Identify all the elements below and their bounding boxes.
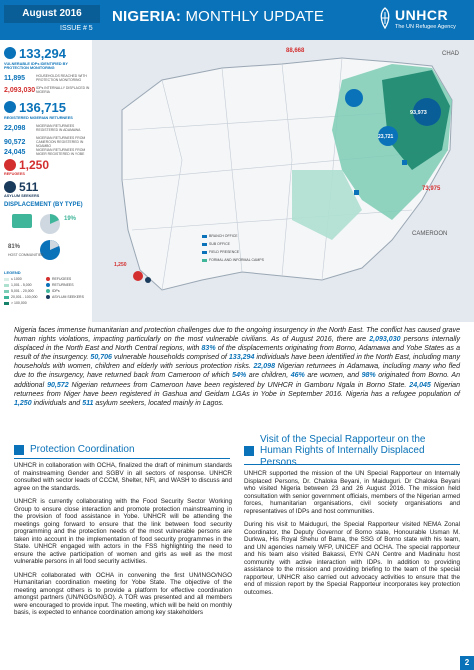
stat-vulnerable-label: VULNERABLE IDPs IDENTIFIED BY PROTECTION MONITORING bbox=[4, 62, 68, 70]
asylum-icon bbox=[4, 181, 16, 193]
pct-b: 81% bbox=[8, 244, 21, 250]
refugees-icon bbox=[4, 159, 16, 171]
sub-office-icon bbox=[354, 190, 359, 195]
displacement-chart bbox=[4, 210, 88, 266]
stat-refugees-label: REFUGEES bbox=[4, 172, 25, 176]
map-label-lagos: 1,250 bbox=[114, 262, 127, 268]
stat-asylum-label: ASYLUM SEEKERS bbox=[4, 194, 40, 198]
protection-p1: UNHCR in collaboration with OCHA, finalized the draft of minimum standards of mainstreaming Gender and SGBV in all sectors of response. UNHCR consulted with sector leads of CCCM, Shelter, NFI, and WASH to discuss and agree on the standards. bbox=[14, 462, 232, 492]
legend-density-2: 1,001 - 5,000 bbox=[4, 283, 32, 287]
rapporteur-text bbox=[244, 470, 460, 596]
stat-returnees: 136,715 bbox=[4, 100, 66, 115]
map-label-cameroon: CAMEROON bbox=[412, 231, 448, 237]
section-protection-title: Protection Coordination bbox=[30, 444, 135, 456]
legend-camps: FORMAL AND INFORMAL CAMPS bbox=[202, 258, 264, 262]
section-rapporteur-header bbox=[244, 433, 460, 468]
legend-returnees: RETURNEES bbox=[46, 283, 74, 287]
legend-density-5: > 100,000 bbox=[4, 301, 27, 305]
nigeria-map bbox=[92, 40, 474, 322]
stat-row-5: 24,045 NIGERIAN RETURNEES FROM NIGER REGISTERED IN YOBE bbox=[4, 148, 86, 156]
map-graphic bbox=[92, 40, 474, 322]
section-marker-icon bbox=[244, 446, 254, 456]
section-protection-header bbox=[14, 442, 230, 459]
protection-p3: UNHCR collaborated with OCHA in convening the first UN/INGO/NGO Humanitarian coordination meeting for Yobe State. The objective of the meeting amongst others is to provide a platform for effective coordination amongst partners (UN/NGOs/NGO). A TOR was presented and all members were encouraged to provide input. The meeting, which will be held on monthly basis, is expected to enhance coordination among key stakeholders bbox=[14, 571, 232, 616]
displacement-title: DISPLACEMENT (BY TYPE) bbox=[4, 202, 83, 208]
map-label-top: 88,668 bbox=[286, 48, 305, 54]
map-label-chad: CHAD bbox=[442, 51, 460, 57]
map-symbol-legend bbox=[202, 234, 332, 274]
legend-idps: IDPs bbox=[46, 289, 60, 293]
legend-asylum: ASYLUM SEEKERS bbox=[46, 295, 84, 299]
legend-refugees: REFUGEES bbox=[46, 277, 71, 281]
stat-vulnerable: 133,294 bbox=[4, 46, 66, 61]
map-legend bbox=[2, 268, 90, 326]
refugees-bubble-lagos bbox=[133, 271, 143, 281]
camp-icon bbox=[12, 214, 32, 228]
stat-row-4: 90,572 NIGERIAN RETURNEES FROM CAMEROON REGISTERED IN NGAMBO bbox=[4, 136, 86, 148]
report-date: August 2016 bbox=[4, 5, 100, 23]
legend-density-1: ≤ 1000 bbox=[4, 277, 22, 281]
protection-text bbox=[14, 462, 232, 617]
stats-column bbox=[0, 40, 92, 322]
page-title: NIGERIA: MONTHLY UPDATE bbox=[112, 8, 325, 25]
intro-paragraph: Nigeria faces immense humanitarian and protection challenges due to the ongoing insurgency in the North East. The conflict has caused grave human rights violations, impacting particularly on the most vulnerable civilians. As of August 2016, there are 2,093,030 persons internally displaced in the North East and North Central regions, with 83% of the displacements originating from Borno, Adamawa and Yobe States as a result of the insurgency. 50,706 vulnerable households comprised of 133,294 individuals have been identified in the North East, including many households with women, children and elderly with serious protection risks. 22,098 Nigerian returnees in Adamawa, including many who fled due to the insurgency, have returned back from Cameroon of which 54% are children, 46% are women, and 98% originated from Borno. An additional 90,572 Nigerian returnees from Cameroon have been registered by UNHCR in Gamboru Ngala in Borno State. 24,045 Nigerian returnees from Niger have been registered in Gashua and Geidam LGAs in Yobe in September 2016. Nigeria has a refugee population of 1,250 individuals and 511 asylum seekers, located mainly in Lagos. bbox=[14, 327, 461, 407]
returnees-icon bbox=[4, 101, 16, 113]
header-bar bbox=[0, 0, 474, 40]
logo-tagline: The UN Refugee Agency bbox=[395, 24, 456, 30]
map-label-ne: 93,973 bbox=[410, 110, 427, 116]
map-label-right-a: 23,721 bbox=[378, 134, 394, 140]
section-marker-icon bbox=[14, 445, 24, 455]
map-label-right-b: 73,975 bbox=[422, 186, 441, 192]
stat-refugees: 1,250 bbox=[4, 158, 49, 172]
legend-field-presence: FIELD PRESENCE bbox=[202, 250, 239, 254]
field-office-icon bbox=[402, 160, 407, 165]
page-number: 2 bbox=[460, 656, 474, 670]
rapporteur-p1: UNHCR supported the mission of the UN Special Rapporteur on Internally Displaced Persons, Dr. Chaloka Beyani, in Maiduguri. Dr Chaloka Beyani who visited Nigeria between 23 and 26 August 2016. The mission held consultation with senior government officials, members of the Nigerian armed forces, humanitarian organisations, civil society organisations and representatives of IDPs and host communities. bbox=[244, 470, 460, 515]
issue-number: ISSUE # 5 bbox=[60, 25, 93, 32]
people-icon bbox=[4, 47, 16, 59]
pct-a: 19% bbox=[64, 216, 77, 222]
legend-branch-office: BRANCH OFFICE bbox=[202, 234, 238, 238]
legend-density-4: 20,001 - 100,000 bbox=[4, 295, 37, 299]
logo-name: UNHCR bbox=[395, 7, 449, 23]
stat-returnees-label: REGISTERED NIGERIAN RETURNEES bbox=[4, 116, 73, 120]
rapporteur-p2: During his visit to Maiduguri, the Special Rapporteur visited NEMA Zonal Coordinator, the Deputy Governor of Borno state, Honourable Usman M. Durkwa, His Royal Shehu of Bama, the SSG of Borno state with his team, and UN agencies namely WFP, UNICEF and OCHA. The special rapporteur and his team also visited Bakassi, EYN CAN Centre and Madinatu host community with active interaction with IDPs. In addition to providing assistance to the mission and providing briefing to the team of the special rapporteur, UNHCR also carried out advocacy activities to ensure that the end of mission report by the Special Rapporteur incorporates key protection outcomes. bbox=[244, 521, 460, 596]
pct-b-label: HOST COMMUNITIES bbox=[8, 253, 44, 257]
legend-sub-office: SUB OFFICE bbox=[202, 242, 230, 246]
stat-row-1: 11,895 HOUSEHOLDS REACHED WITH PROTECTION MONITORING bbox=[4, 74, 87, 82]
asylum-bubble-lagos bbox=[145, 277, 151, 283]
stat-row-3: 22,098 NIGERIAN RETURNEES REGISTERED IN ADAMAWA bbox=[4, 124, 81, 132]
protection-p2: UNHCR is currently collaborating with the Food Security Sector Working Group to ensure close interaction and promote protection mainstreaming in the provision of food assistance in Yobe. UNHCR will be attending the meetings going forward to ensure that the link between food security programming and the protection needs of the most vulnerable persons are taken into account in the implementation of food security programmes in the State. UNHCR engaged with actors in the FSS highlighting the need to ensure the active participation of women and girls as well as the most vulnerable persons in all food security activities. bbox=[14, 498, 232, 565]
stat-row-2: 2,093,030 IDPs INTERNALLY DISPLACED IN NIGERIA bbox=[4, 86, 90, 94]
legend-density-3: 5,001 - 20,000 bbox=[4, 289, 34, 293]
stat-asylum: 511 bbox=[4, 180, 38, 194]
legend-title: LEGEND bbox=[4, 270, 21, 275]
unhcr-emblem-icon bbox=[378, 6, 392, 30]
returnees-bubble-top bbox=[345, 89, 363, 107]
section-rapporteur-title: Visit of the Special Rapporteur on the Human Rights of Internally Displaced Persons bbox=[260, 433, 426, 468]
